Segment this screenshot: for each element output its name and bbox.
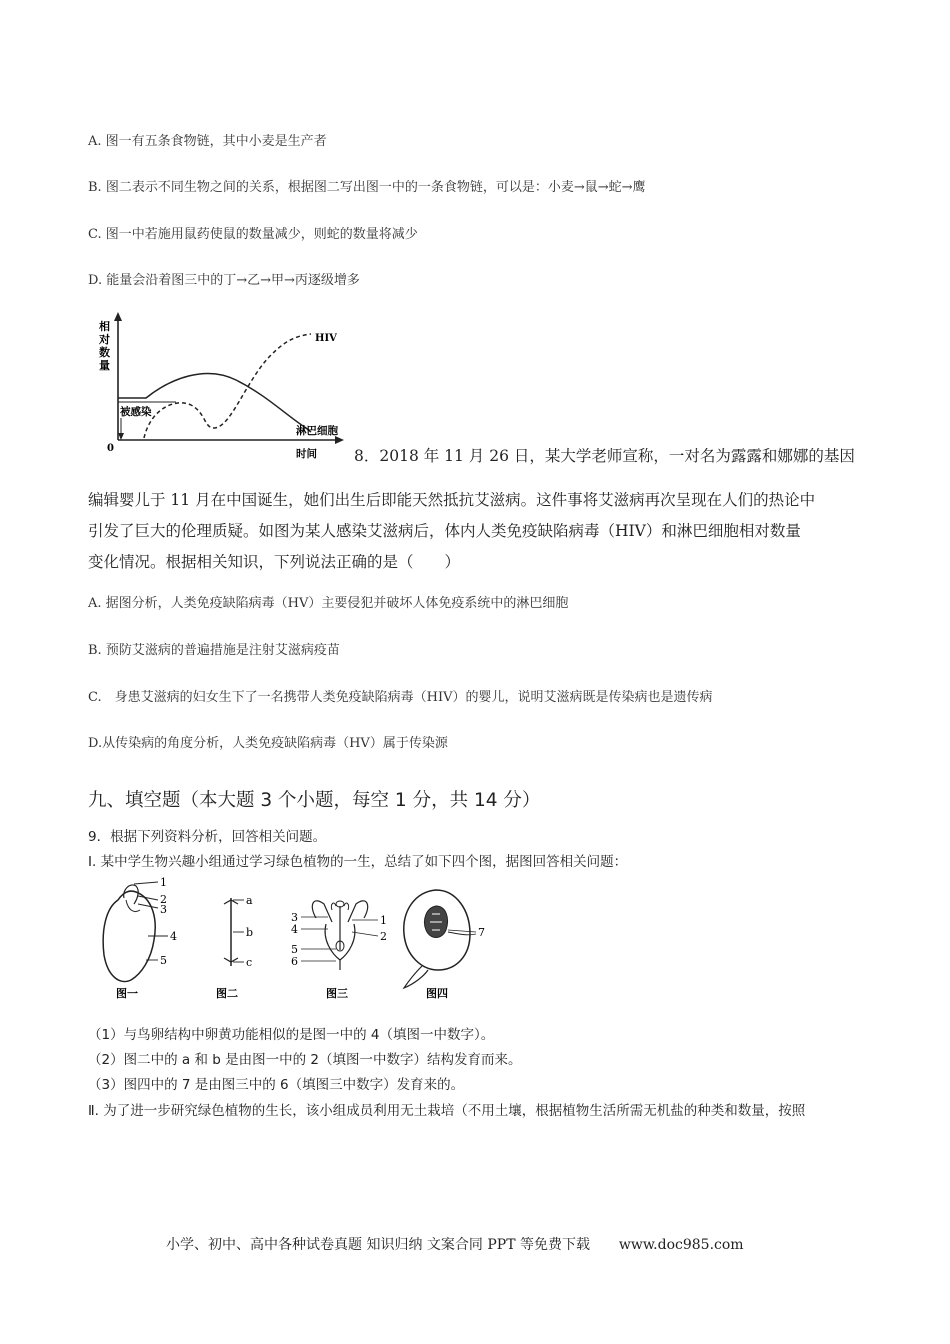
figure-two-axis bbox=[216, 894, 253, 1000]
fig2-caption: 图二 bbox=[216, 987, 238, 1000]
q7-option-a: A. 图一有五条食物链，其中小麦是生产者 bbox=[88, 134, 327, 149]
fig3-caption: 图三 bbox=[326, 987, 348, 1000]
fig2-label: c bbox=[246, 956, 253, 969]
fig1-caption: 图一 bbox=[116, 987, 138, 1000]
sepal bbox=[404, 966, 428, 988]
footer bbox=[166, 1234, 744, 1254]
hypocotyl bbox=[126, 900, 140, 912]
lymphocyte-label: 淋巴细胞 bbox=[296, 425, 338, 437]
fig1-number: 5 bbox=[160, 954, 167, 967]
answer-1: （1）与鸟卵结构中卵黄功能相似的是图一中的 4（填图一中数字）。 bbox=[88, 1027, 495, 1043]
q8-option-d: D.从传染病的角度分析，人类免疫缺陷病毒（HV）属于传染源 bbox=[88, 736, 448, 751]
lymphocyte-curve bbox=[118, 373, 311, 432]
answer-3: （3）图四中的 7 是由图三中的 6（填图三中数字）发育来的。 bbox=[88, 1077, 465, 1093]
q7-option-c: C. 图一中若施用鼠药使鼠的数量减少，则蛇的数量将减少 bbox=[88, 227, 418, 242]
plant-figures bbox=[96, 870, 506, 1002]
q8-line: 引发了巨大的伦理质疑。如图为某人感染艾滋病后，体内人类免疫缺陷病毒（HIV）和淋巴细胞相对数量 bbox=[88, 522, 801, 540]
q8-line: 变化情况。根据相关知识，下列说法正确的是（ ） bbox=[88, 553, 461, 571]
petal bbox=[348, 901, 368, 922]
seed-coat bbox=[103, 891, 155, 981]
figure-four-fruit bbox=[404, 890, 485, 1000]
origin-label: 0 bbox=[107, 443, 114, 454]
q7-option-b: B. 图二表示不同生物之间的关系，根据图二写出图一中的一条食物链，可以是：小麦→鼠→蛇→鹰 bbox=[88, 180, 646, 195]
x-label: 时间 bbox=[296, 448, 317, 460]
figure-one-seed bbox=[103, 876, 177, 1000]
q8-option-b: B. 预防艾滋病的普遍措施是注射艾滋病疫苗 bbox=[88, 643, 340, 658]
hiv-curve bbox=[144, 334, 311, 438]
y-label-char: 相 bbox=[99, 320, 110, 333]
fig1-number: 1 bbox=[160, 876, 167, 889]
part1-intro: Ⅰ. 某中学生物兴趣小组通过学习绿色植物的一生，总结了如下四个图，据图回答相关问题： bbox=[88, 854, 628, 870]
y-label-char: 对 bbox=[99, 333, 110, 346]
footer-text: 小学、初中、高中各种试卷真题 知识归纳 文案合同 PPT 等免费下载 bbox=[166, 1237, 590, 1253]
fig1-number: 3 bbox=[160, 903, 167, 916]
fig1-number: 2 bbox=[160, 893, 167, 906]
fig3-number: 5 bbox=[291, 943, 298, 956]
fig3-number: 2 bbox=[380, 930, 387, 943]
fig3-number: 4 bbox=[291, 923, 298, 936]
y-axis-arrow bbox=[114, 312, 122, 321]
fig3-number: 3 bbox=[291, 911, 298, 924]
fig4-number: 7 bbox=[478, 926, 485, 939]
infection-arrow-head bbox=[118, 433, 124, 440]
hiv-lymphocyte-graph bbox=[96, 310, 356, 465]
y-label-char: 数 bbox=[99, 346, 110, 359]
x-axis-arrow bbox=[335, 436, 344, 444]
hiv-label: HIV bbox=[315, 333, 337, 344]
fig2-label: a bbox=[246, 894, 253, 907]
footer-url[interactable]: www.doc985.com bbox=[618, 1237, 744, 1253]
figure-three-flower bbox=[291, 901, 387, 1000]
answer-2: （2）图二中的 a 和 b 是由图一中的 2（填图一中数字）结构发育而来。 bbox=[88, 1052, 522, 1068]
fig4-caption: 图四 bbox=[426, 987, 448, 1000]
y-label-char: 量 bbox=[99, 359, 110, 372]
q8-line: 编辑婴儿于 11 月在中国诞生，她们出生后即能天然抵抗艾滋病。这件事将艾滋病再次呈现在人们的热论中 bbox=[88, 491, 816, 509]
q8-option-c: C. 身患艾滋病的妇女生下了一名携带人类免疫缺陷病毒（HIV）的婴儿，说明艾滋病既是传染病也是遗传病 bbox=[88, 690, 713, 705]
petal bbox=[312, 901, 332, 922]
q9-intro: 9．根据下列资料分析，回答相关问题。 bbox=[88, 829, 327, 845]
q7-option-d: D. 能量会沿着图三中的丁→乙→甲→丙逐级增多 bbox=[88, 273, 360, 288]
fig2-label: b bbox=[246, 926, 254, 939]
part2-intro: Ⅱ. 为了进一步研究绿色植物的生长，该小组成员利用无土栽培（不用土壤，根据植物生活所需无机盐的种类和数量，按照 bbox=[88, 1103, 806, 1119]
fig3-number: 1 bbox=[380, 914, 387, 927]
q8-option-a: A. 据图分析，人类免疫缺陷病毒（HV）主要侵犯并破坏人体免疫系统中的淋巴细胞 bbox=[88, 596, 569, 611]
fig3-number: 6 bbox=[291, 955, 298, 968]
fig1-number: 4 bbox=[170, 930, 177, 943]
infected-label: 被感染 bbox=[120, 406, 152, 418]
section-heading: 九、填空题（本大题 3 个小题，每空 1 分，共 14 分） bbox=[88, 790, 541, 811]
q8-first-line: 8．2018 年 11 月 26 日，某大学老师宣称，一对名为露露和娜娜的基因 bbox=[354, 447, 855, 465]
